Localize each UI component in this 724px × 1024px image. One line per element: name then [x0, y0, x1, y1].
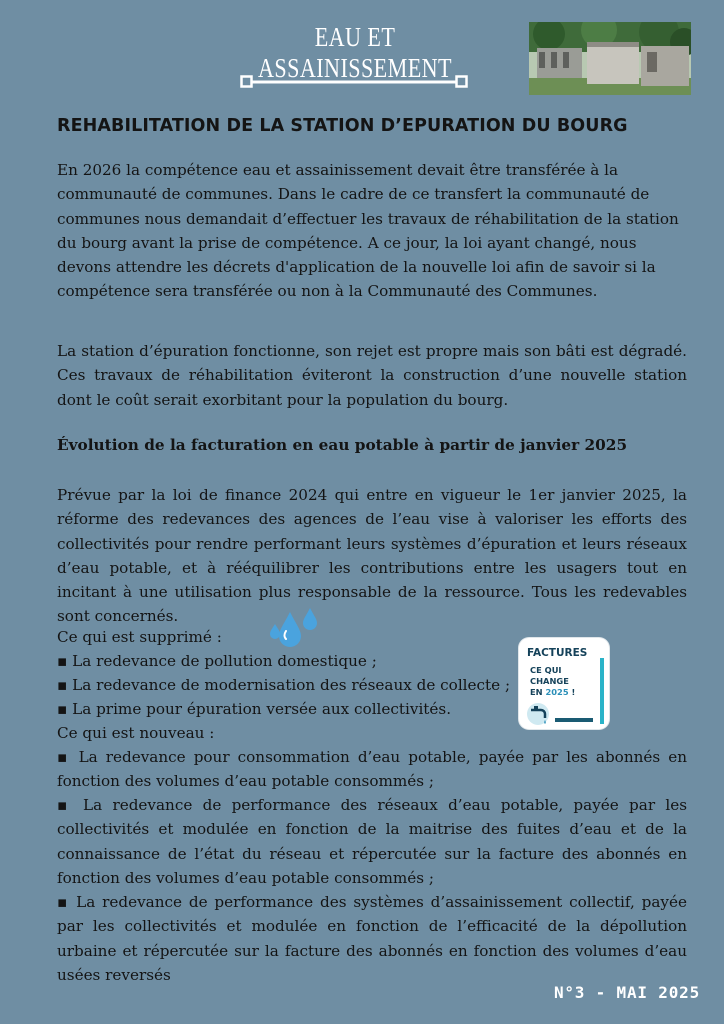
- badge-title: FACTURES: [527, 647, 588, 659]
- water-drops-icon: [266, 604, 322, 648]
- factures-badge: [519, 638, 609, 729]
- faucet-icon: [525, 701, 551, 725]
- new-item: ▪ La redevance pour consommation d’eau potable, payée par les abonnés en fonction des volumes d’eau potable consommés ;: [57, 748, 687, 791]
- badge-line: EN 2025 !: [530, 687, 576, 697]
- removed-item: ▪ La prime pour épuration versée aux collectivités.: [57, 700, 452, 718]
- badge-line: CE QUI: [530, 665, 562, 675]
- facturation-intro: Prévue par la loi de finance 2024 qui entre en vigueur le 1er janvier 2025, la réforme des redevances des agences de l’eau vise à valoriser les efforts des collectivités pour rendre performant leurs systèmes d’épuration et leurs réseaux d’eau potable, et à rééquilibrer les contributions entre les usagers tout en incitant à une utilisation plus responsable de la ressource. Tous les redevables sont concernés.: [57, 486, 687, 626]
- new-item: ▪ La redevance de performance des systèmes d’assainissement collectif, payée par les collectivités et modulée en fonction de l’efficacité de la dépollution urbaine et répercutée sur la facture des abonnés en fonction des volumes d’eau usées reversés: [57, 893, 687, 984]
- badge-line: CHANGE: [530, 676, 569, 686]
- new-heading: Ce qui est nouveau :: [57, 724, 215, 742]
- section-title: EAU ET ASSAINISSEMENT: [258, 22, 452, 83]
- removed-item: ▪ La redevance de modernisation des réseaux de collecte ;: [57, 676, 511, 694]
- decorative-divider: [240, 75, 468, 89]
- removed-heading: Ce qui est supprimé :: [57, 628, 222, 646]
- removed-item: ▪ La redevance de pollution domestique ;: [57, 652, 377, 670]
- new-item: ▪ La redevance de performance des réseaux d’eau potable, payée par les collectivités et modulée en fonction de la maitrise des fuites d’eau et de la connaissance de l’état du réseau et répercutée sur la facture des abonnés en fonction des volumes d’eau potable consommés ;: [57, 796, 687, 887]
- station-photo: [529, 22, 691, 95]
- issue-label: N°3 - MAI 2025: [553, 983, 700, 1002]
- article-paragraph-2: La station d’épuration fonctionne, son rejet est propre mais son bâti est dégradé. Ces travaux de réhabilitation éviteront la construction d’une nouvelle station dont le coût serait exorbitant pour la population du bourg.: [57, 342, 687, 409]
- article-title: REHABILITATION DE LA STATION D’EPURATION DU BOURG: [57, 116, 628, 136]
- facturation-title: Évolution de la facturation en eau potable à partir de janvier 2025: [57, 436, 628, 454]
- article-paragraph-1: En 2026 la compétence eau et assainissement devait être transférée à la communauté de communes. Dans le cadre de ce transfert la communauté de communes nous demandait d’effectuer les travaux de réhabilitation de la station du bourg avant la prise de compétence. A ce jour, la loi ayant changé, nous devons attendre les décrets d'application de la nouvelle loi afin de savoir si la compétence sera transférée ou non à la Communauté des Communes.: [57, 161, 679, 301]
